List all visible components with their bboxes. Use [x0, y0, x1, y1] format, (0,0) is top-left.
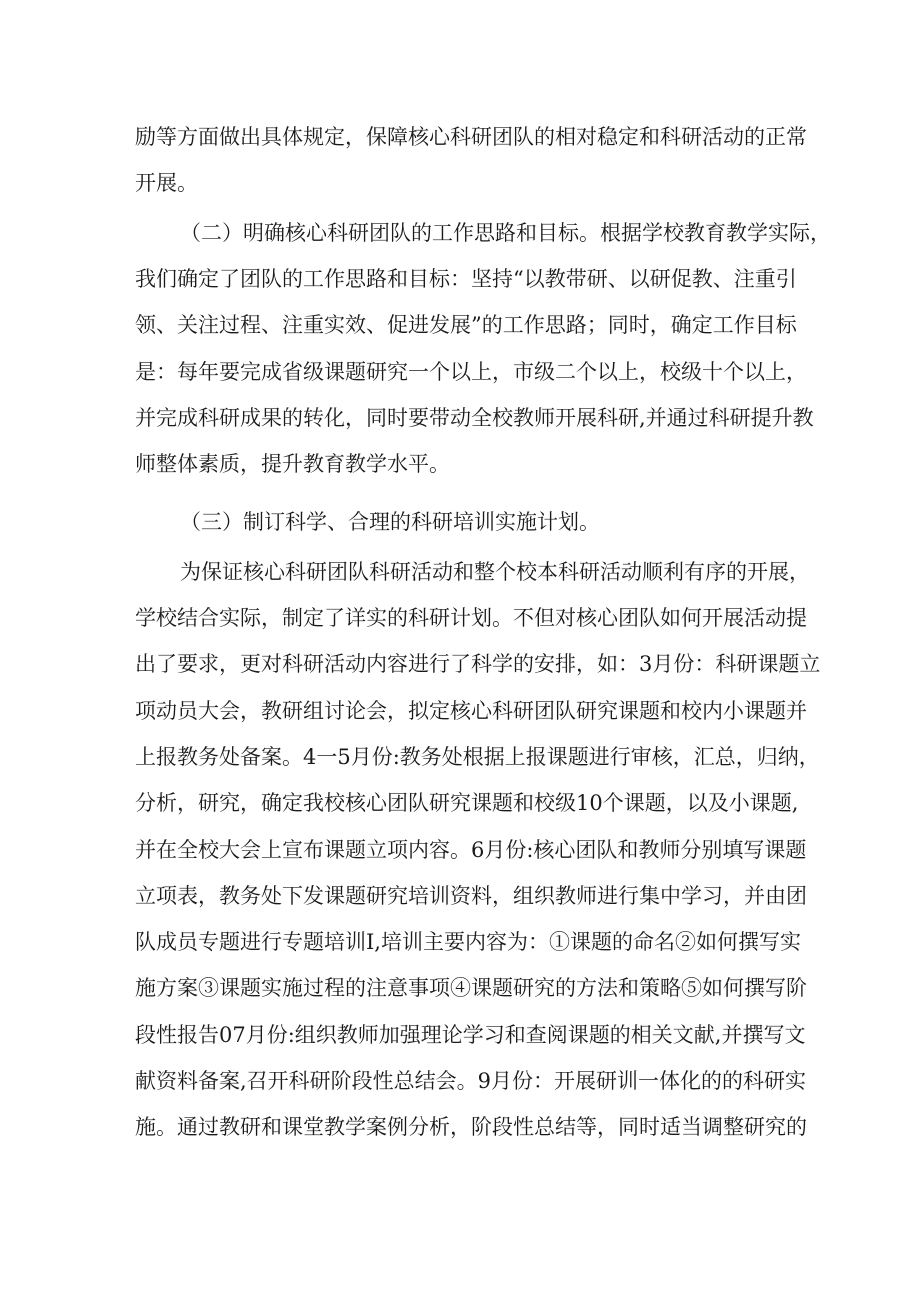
section-heading-3: （三）制订科学、合理的科研培训实施计划。 [180, 510, 600, 534]
paragraph-4-line-3: 出了要求，更对科研活动内容进行了科学的安排，如：3月份：科研课题立 [135, 652, 821, 676]
paragraph-4-line-11: 段性报告07月份:组织教师加强理论学习和查阅课题的相关文献,并撰写文 [135, 1023, 806, 1047]
paragraph-1-line-1: 励等方面做出具体规定，保障核心科研团队的相对稳定和科研活动的正常 [135, 125, 807, 149]
paragraph-4-line-6: 分析，研究，确定我校核心团队研究课题和校级10个课题，以及小课题, [135, 791, 799, 815]
paragraph-4-line-12: 献资料备案,召开科研阶段性总结会。9月份：开展研训一体化的的科研实 [135, 1069, 807, 1093]
paragraph-1-line-2: 开展。 [135, 171, 198, 195]
paragraph-2-line-2: 我们确定了团队的工作思路和目标：坚持“以教带研、以研促教、注重引 [135, 267, 797, 291]
paragraph-4-line-5: 上报教务处备案。4一5月份:教务处根据上报课题进行审核，汇总，归纳， [135, 745, 820, 769]
paragraph-4-line-8: 立项表，教务处下发课题研究培训资料，组织教师进行集中学习，并由团 [135, 884, 807, 908]
paragraph-2-line-1: （二）明确核心科研团队的工作思路和目标。根据学校教育教学实际， [180, 221, 831, 245]
paragraph-4-line-1: 为保证核心科研团队科研活动和整个校本科研活动顺利有序的开展， [180, 560, 810, 584]
paragraph-2-line-6: 师整体素质，提升教育教学水平。 [135, 452, 450, 476]
paragraph-4-line-13: 施。通过教研和课堂教学案例分析，阶段性总结等，同时适当调整研究的 [135, 1115, 807, 1139]
paragraph-4-line-2: 学校结合实际，制定了详实的科研计划。不但对核心团队如何开展活动提 [135, 606, 807, 630]
paragraph-2-line-3: 领、关注过程、注重实效、促进发展”的工作思路；同时，确定工作目标 [135, 313, 797, 337]
paragraph-4-line-9: 队成员专题进行专题培训I,培训主要内容为：①课题的命名②如何撰写实 [135, 930, 801, 954]
paragraph-4-line-7: 并在全校大会上宣布课题立项内容。6月份:核心团队和教师分别填写课题 [135, 838, 807, 862]
paragraph-2-line-5: 并完成科研成果的转化，同时要带动全校教师开展科研,并通过科研提升教 [135, 406, 814, 430]
paragraph-4-line-4: 项动员大会，教研组讨论会，拟定核心科研团队研究课题和校内小课题并 [135, 699, 807, 723]
paragraph-2-line-4: 是：每年要完成省级课题研究一个以上，市级二个以上，校级十个以上， [135, 360, 807, 384]
paragraph-4-line-10: 施方案③课题实施过程的注意事项④课题研究的方法和策略⑤如何撰写阶 [135, 976, 807, 1000]
